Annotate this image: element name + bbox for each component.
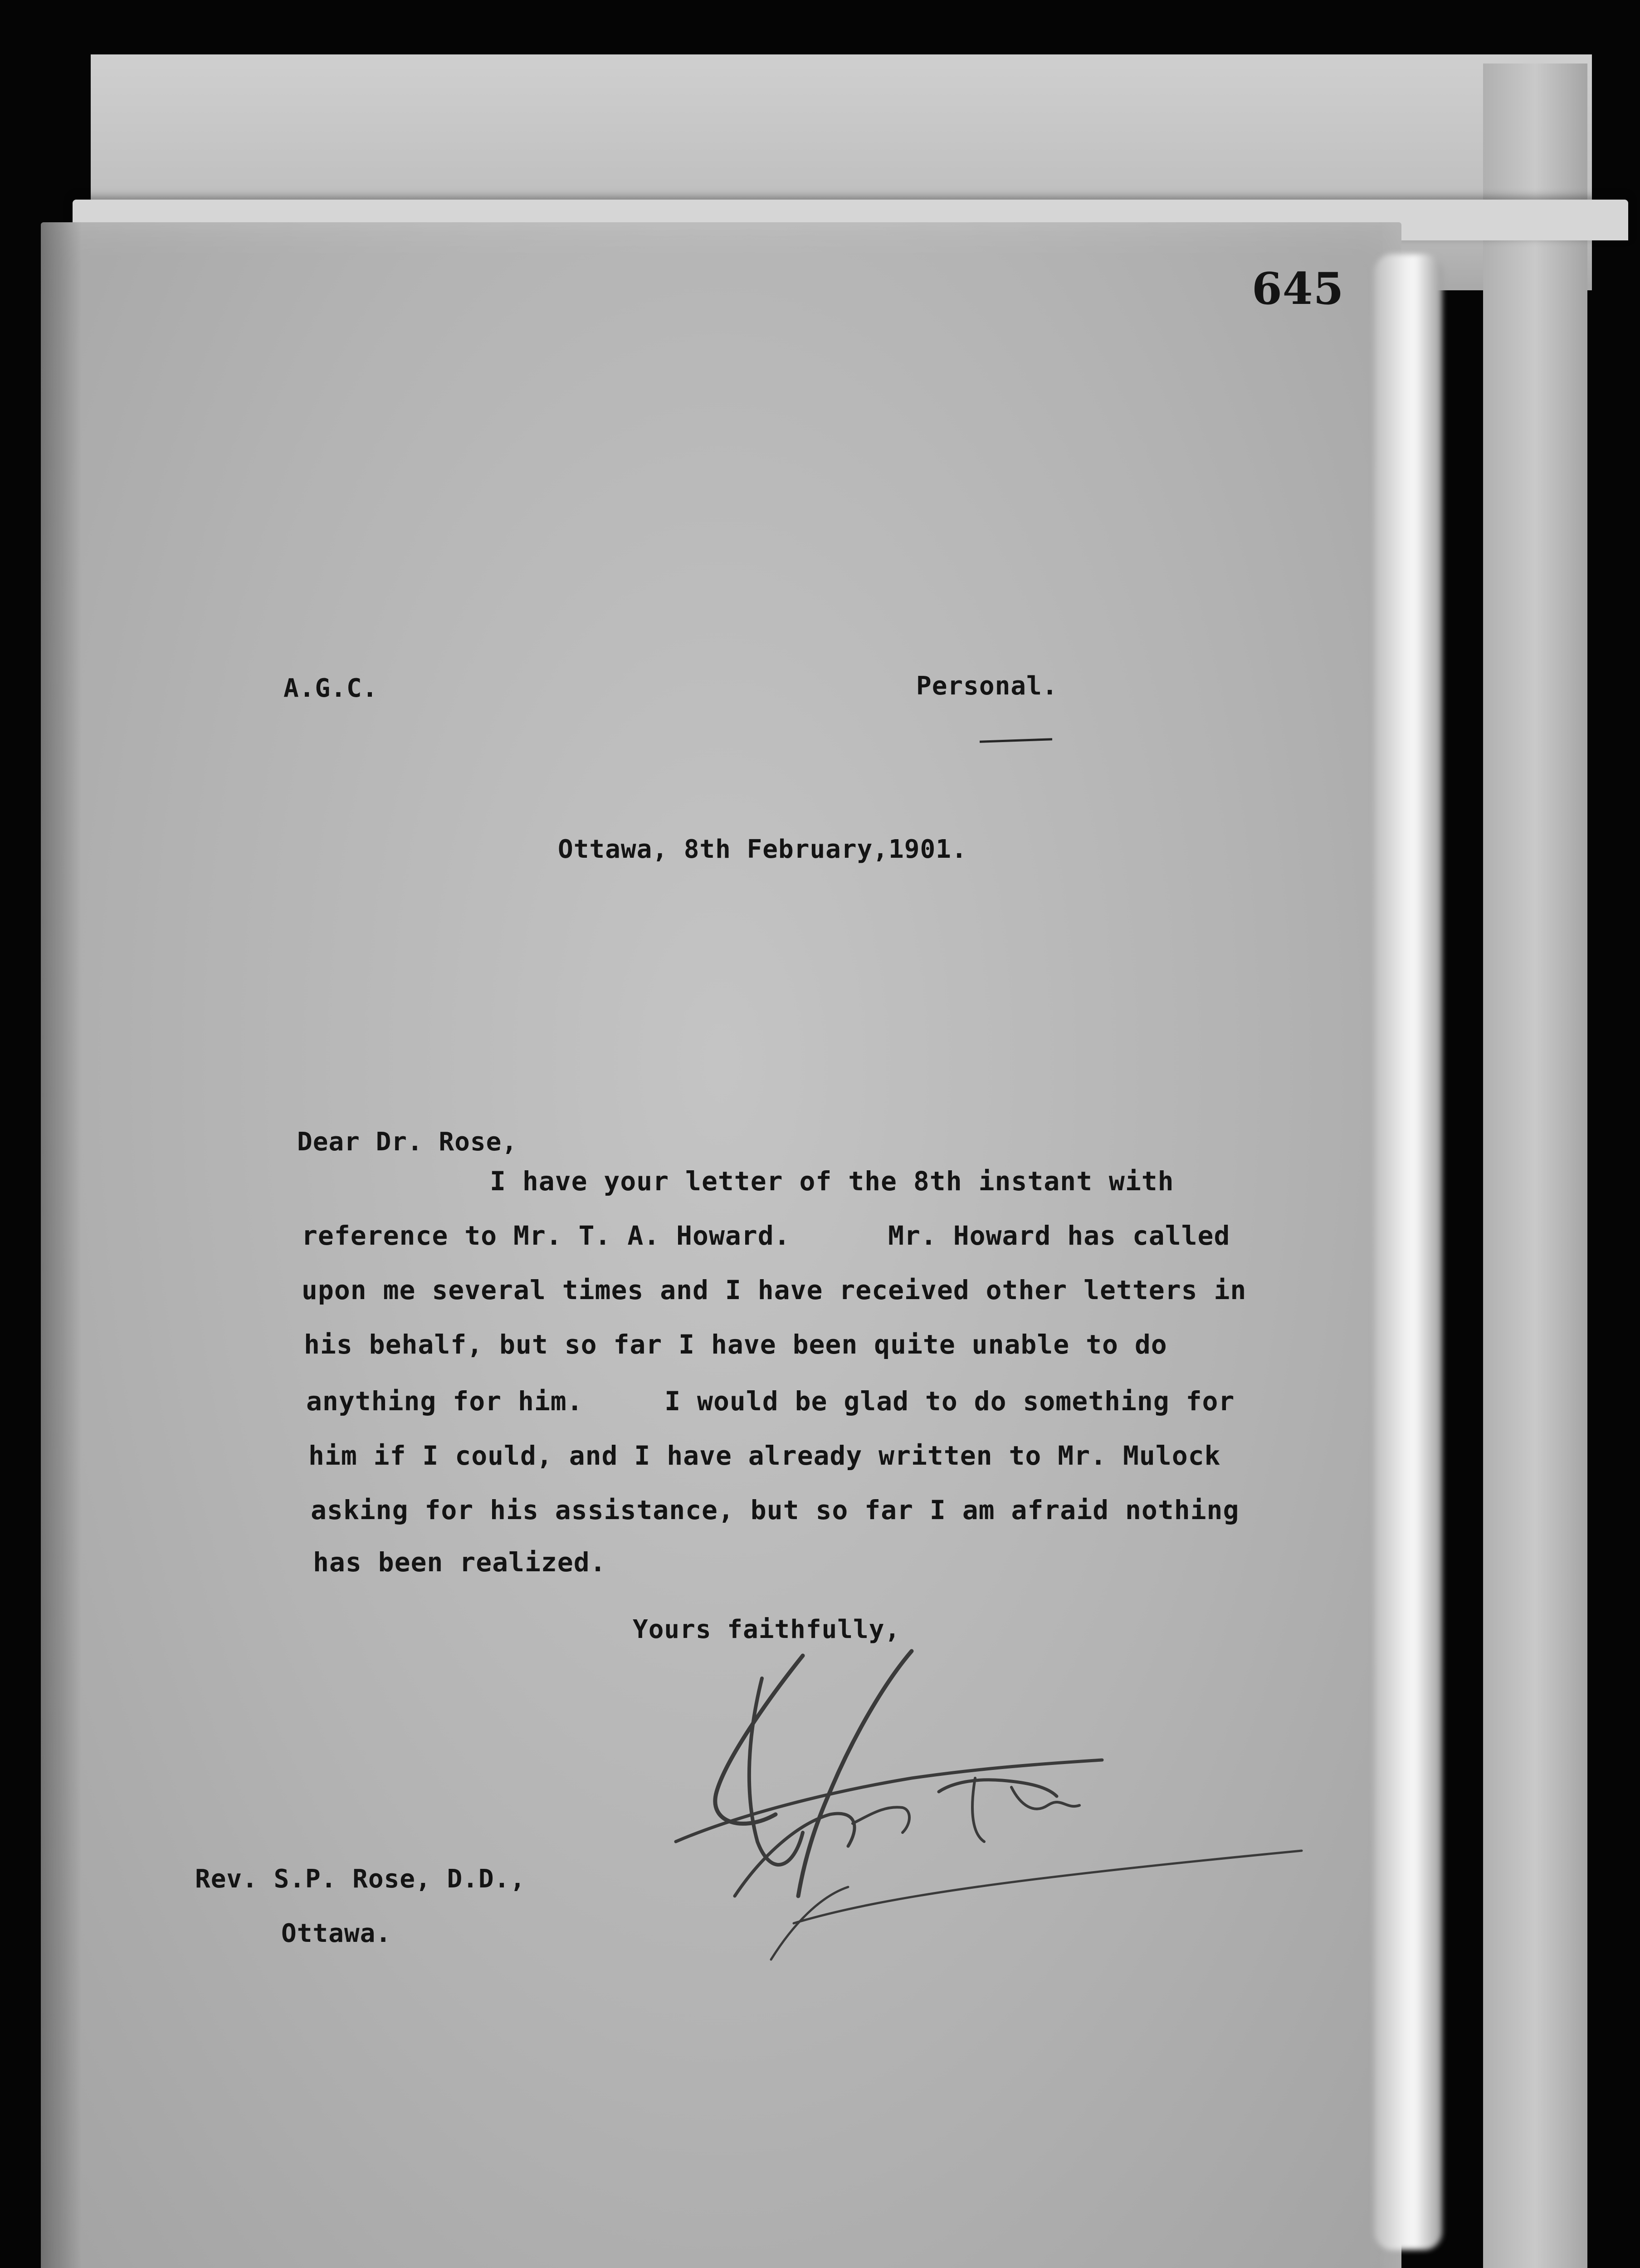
- page-number: 645: [1252, 263, 1344, 314]
- salutation: Dear Dr. Rose,: [297, 1127, 518, 1157]
- body-line: anything for him. I would be glad to do something for: [306, 1386, 1235, 1417]
- body-line: asking for his assistance, but so far I am afraid nothing: [311, 1495, 1240, 1525]
- addressee-name: Rev. S.P. Rose, D.D.,: [195, 1864, 526, 1894]
- body-line: him if I could, and I have already written to Mr. Mulock: [308, 1440, 1221, 1471]
- reference-code: A.G.C.: [283, 674, 378, 703]
- adjacent-page-strip: [1483, 64, 1587, 2268]
- personal-marking: Personal.: [916, 671, 1058, 701]
- body-line: I have your letter of the 8th instant with: [490, 1166, 1174, 1197]
- closing: Yours faithfully,: [633, 1615, 901, 1644]
- body-line: upon me several times and I have received other letters in: [302, 1275, 1247, 1305]
- addressee-city: Ottawa.: [281, 1919, 392, 1948]
- dateline: Ottawa, 8th February,1901.: [558, 835, 967, 864]
- body-line: reference to Mr. T. A. Howard. Mr. Howard has called: [302, 1220, 1230, 1251]
- body-line: has been realized.: [313, 1547, 606, 1578]
- body-line: his behalf, but so far I have been quite unable to do: [304, 1329, 1167, 1360]
- signature: [658, 1642, 1329, 2005]
- sheet-shadow: [41, 222, 82, 2268]
- torn-right-edge: [1374, 254, 1442, 2250]
